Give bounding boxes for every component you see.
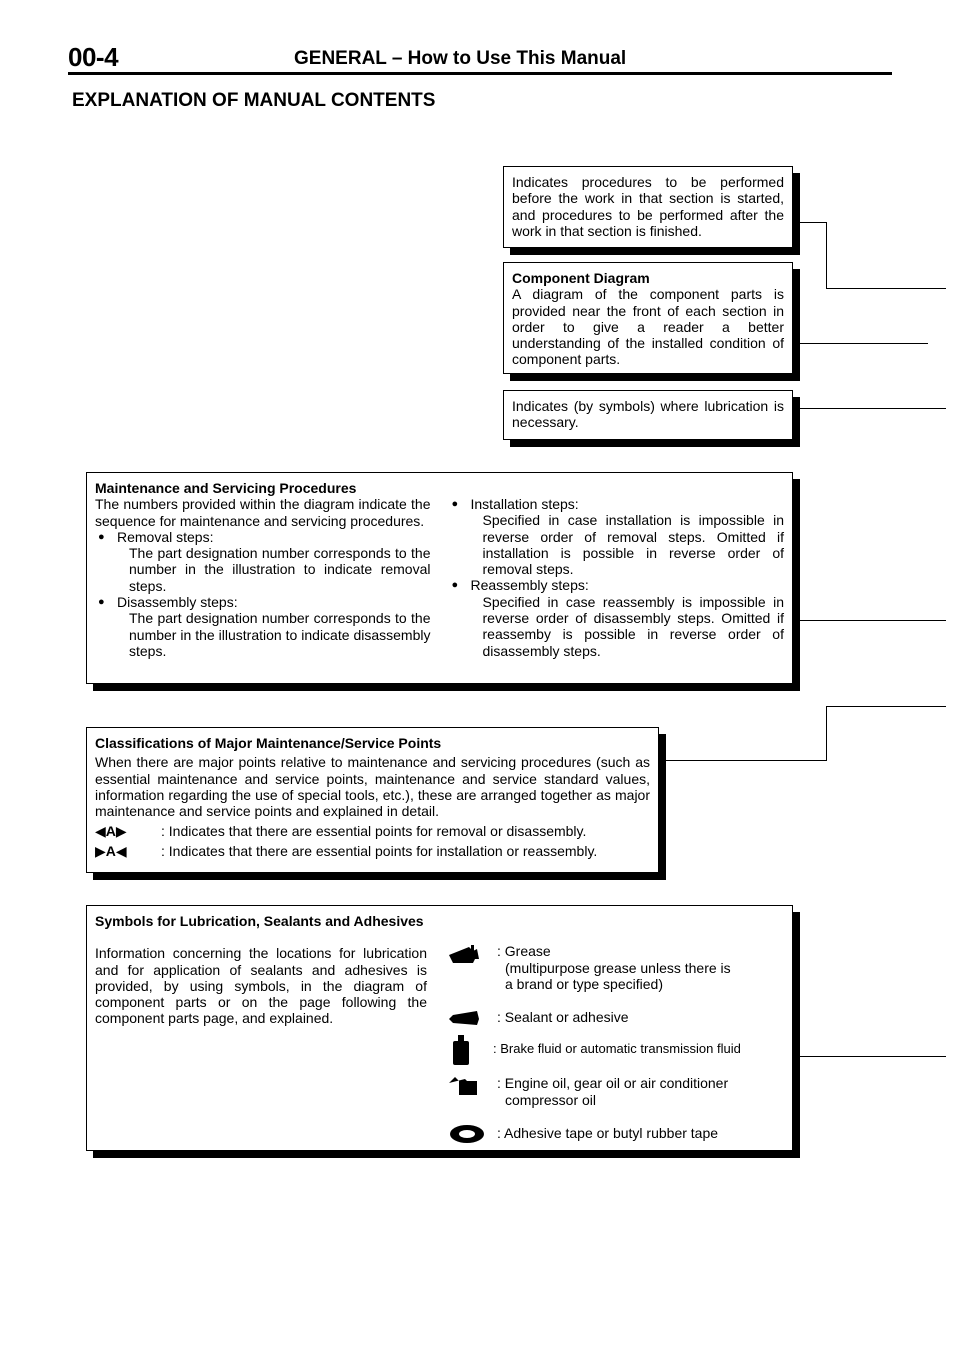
legend-item-tape [447,1125,787,1147]
connector-line [826,222,827,288]
pre-post-procedures-text: Indicates procedures to be performed before the work in that section is started, and procedures to be performed after the work in that section is finished. [512,174,784,239]
grease-detail-2: a brand or type specified) [505,975,663,992]
legend-item-sealant [447,1009,787,1029]
lubrication-note-box [503,390,793,440]
connector-line [800,1056,946,1057]
sealant-tube-icon [447,1009,487,1030]
brake-fluid-label: : Brake fluid or automatic transmission fluid [493,1041,741,1057]
installation-symbol-icon: ▶A◀ [95,843,127,860]
maintenance-intro: The numbers provided within the diagram indicate the sequence for maintenance and servicing procedures. [95,496,431,529]
connector-line [800,343,928,344]
removal-symbol-text: : Indicates that there are essential points for removal or disassembly. [161,823,587,840]
symbol-row-installation [95,843,650,859]
legend-item-grease [447,943,787,997]
bullet-icon: ● [451,498,459,510]
reassembly-steps-label: ● Reassembly steps: [451,577,589,594]
fluid-bottle-icon [447,1041,487,1070]
header-title: GENERAL – How to Use This Manual [294,48,627,69]
removal-symbol-icon: ◀A▶ [95,823,127,840]
installation-symbol-text: : Indicates that there are essential points for installation or reassembly. [161,843,598,860]
legend-item-engine-oil [447,1075,787,1111]
grease-label: : Grease [497,943,551,960]
tape-roll-icon [447,1125,487,1147]
legend-item-brake-fluid [447,1041,787,1071]
component-diagram-box [503,262,793,374]
component-diagram-heading: Component Diagram [512,270,650,286]
maintenance-heading: Maintenance and Servicing Procedures [95,480,357,496]
disassembly-steps-text: The part designation number corresponds to the number in the illustration to indicate disassembly steps. [129,610,431,659]
connector-line [800,222,827,223]
page-number: 00-4 [68,42,119,72]
pre-post-procedures-box [503,166,793,248]
section-title: EXPLANATION OF MANUAL CONTENTS [72,90,436,111]
sealant-label: : Sealant or adhesive [497,1009,629,1026]
connector-line [800,408,946,409]
page-header [68,42,892,78]
connector-line [800,620,946,621]
classifications-text: When there are major points relative to maintenance and servicing procedures (such as essential maintenance and service points, maintenance and service standard values, information regarding the use of special tools, etc.), these are arranged together as major maintenance and service points and explained in detail. [95,754,650,820]
installation-steps-text: Specified in case installation is impossible in reverse order of removal steps. Omitted if installation is possible in reverse order of removal steps. [482,512,784,578]
grease-detail-1: (multipurpose grease unless there is [505,959,731,976]
disassembly-steps-label: ● Disassembly steps: [98,594,238,611]
tape-label: : Adhesive tape or butyl rubber tape [497,1125,719,1142]
symbols-intro: Information concerning the locations for lubrication and for application of sealants and adhesives is provided, by using symbols, in the diagram of component parts or on the page following the component parts page, and explained. [95,945,427,1027]
lubrication-note-text: Indicates (by symbols) where lubrication is necessary. [512,398,784,431]
header-rule [68,72,892,75]
maintenance-procedures-box [86,472,793,684]
symbol-row-removal [95,823,650,843]
lubrication-symbols-box [86,905,793,1151]
oil-can-icon [447,1075,487,1100]
engine-oil-label: : Engine oil, gear oil or air conditioner [497,1075,729,1092]
connector-line [826,706,946,707]
bullet-icon: ● [451,579,459,592]
installation-steps-label: ● Installation steps: [451,496,579,512]
grease-gun-icon [447,943,487,968]
classifications-box [86,727,659,873]
removal-steps-label: ● Removal steps: [98,528,214,545]
symbols-heading: Symbols for Lubrication, Sealants and Adhesives [95,913,424,929]
bullet-icon: ● [98,596,105,609]
reassembly-steps-text: Specified in case reassembly is impossible in reverse order of disassembly steps. Omitted if reassemby is possible in reverse order of disassembly steps. [482,593,784,659]
bullet-icon: ● [98,530,105,543]
engine-oil-detail: compressor oil [505,1091,597,1108]
connector-line [826,706,827,761]
connector-line [826,288,946,289]
classifications-heading: Classifications of Major Maintenance/Service Points [95,735,442,751]
removal-steps-text: The part designation number corresponds to the number in the illustration to indicate removal steps. [129,545,431,594]
component-diagram-text: A diagram of the component parts is provided near the front of each section in order to give a reader a better understanding of the installed condition of component parts. [512,286,784,368]
connector-line [666,760,827,761]
